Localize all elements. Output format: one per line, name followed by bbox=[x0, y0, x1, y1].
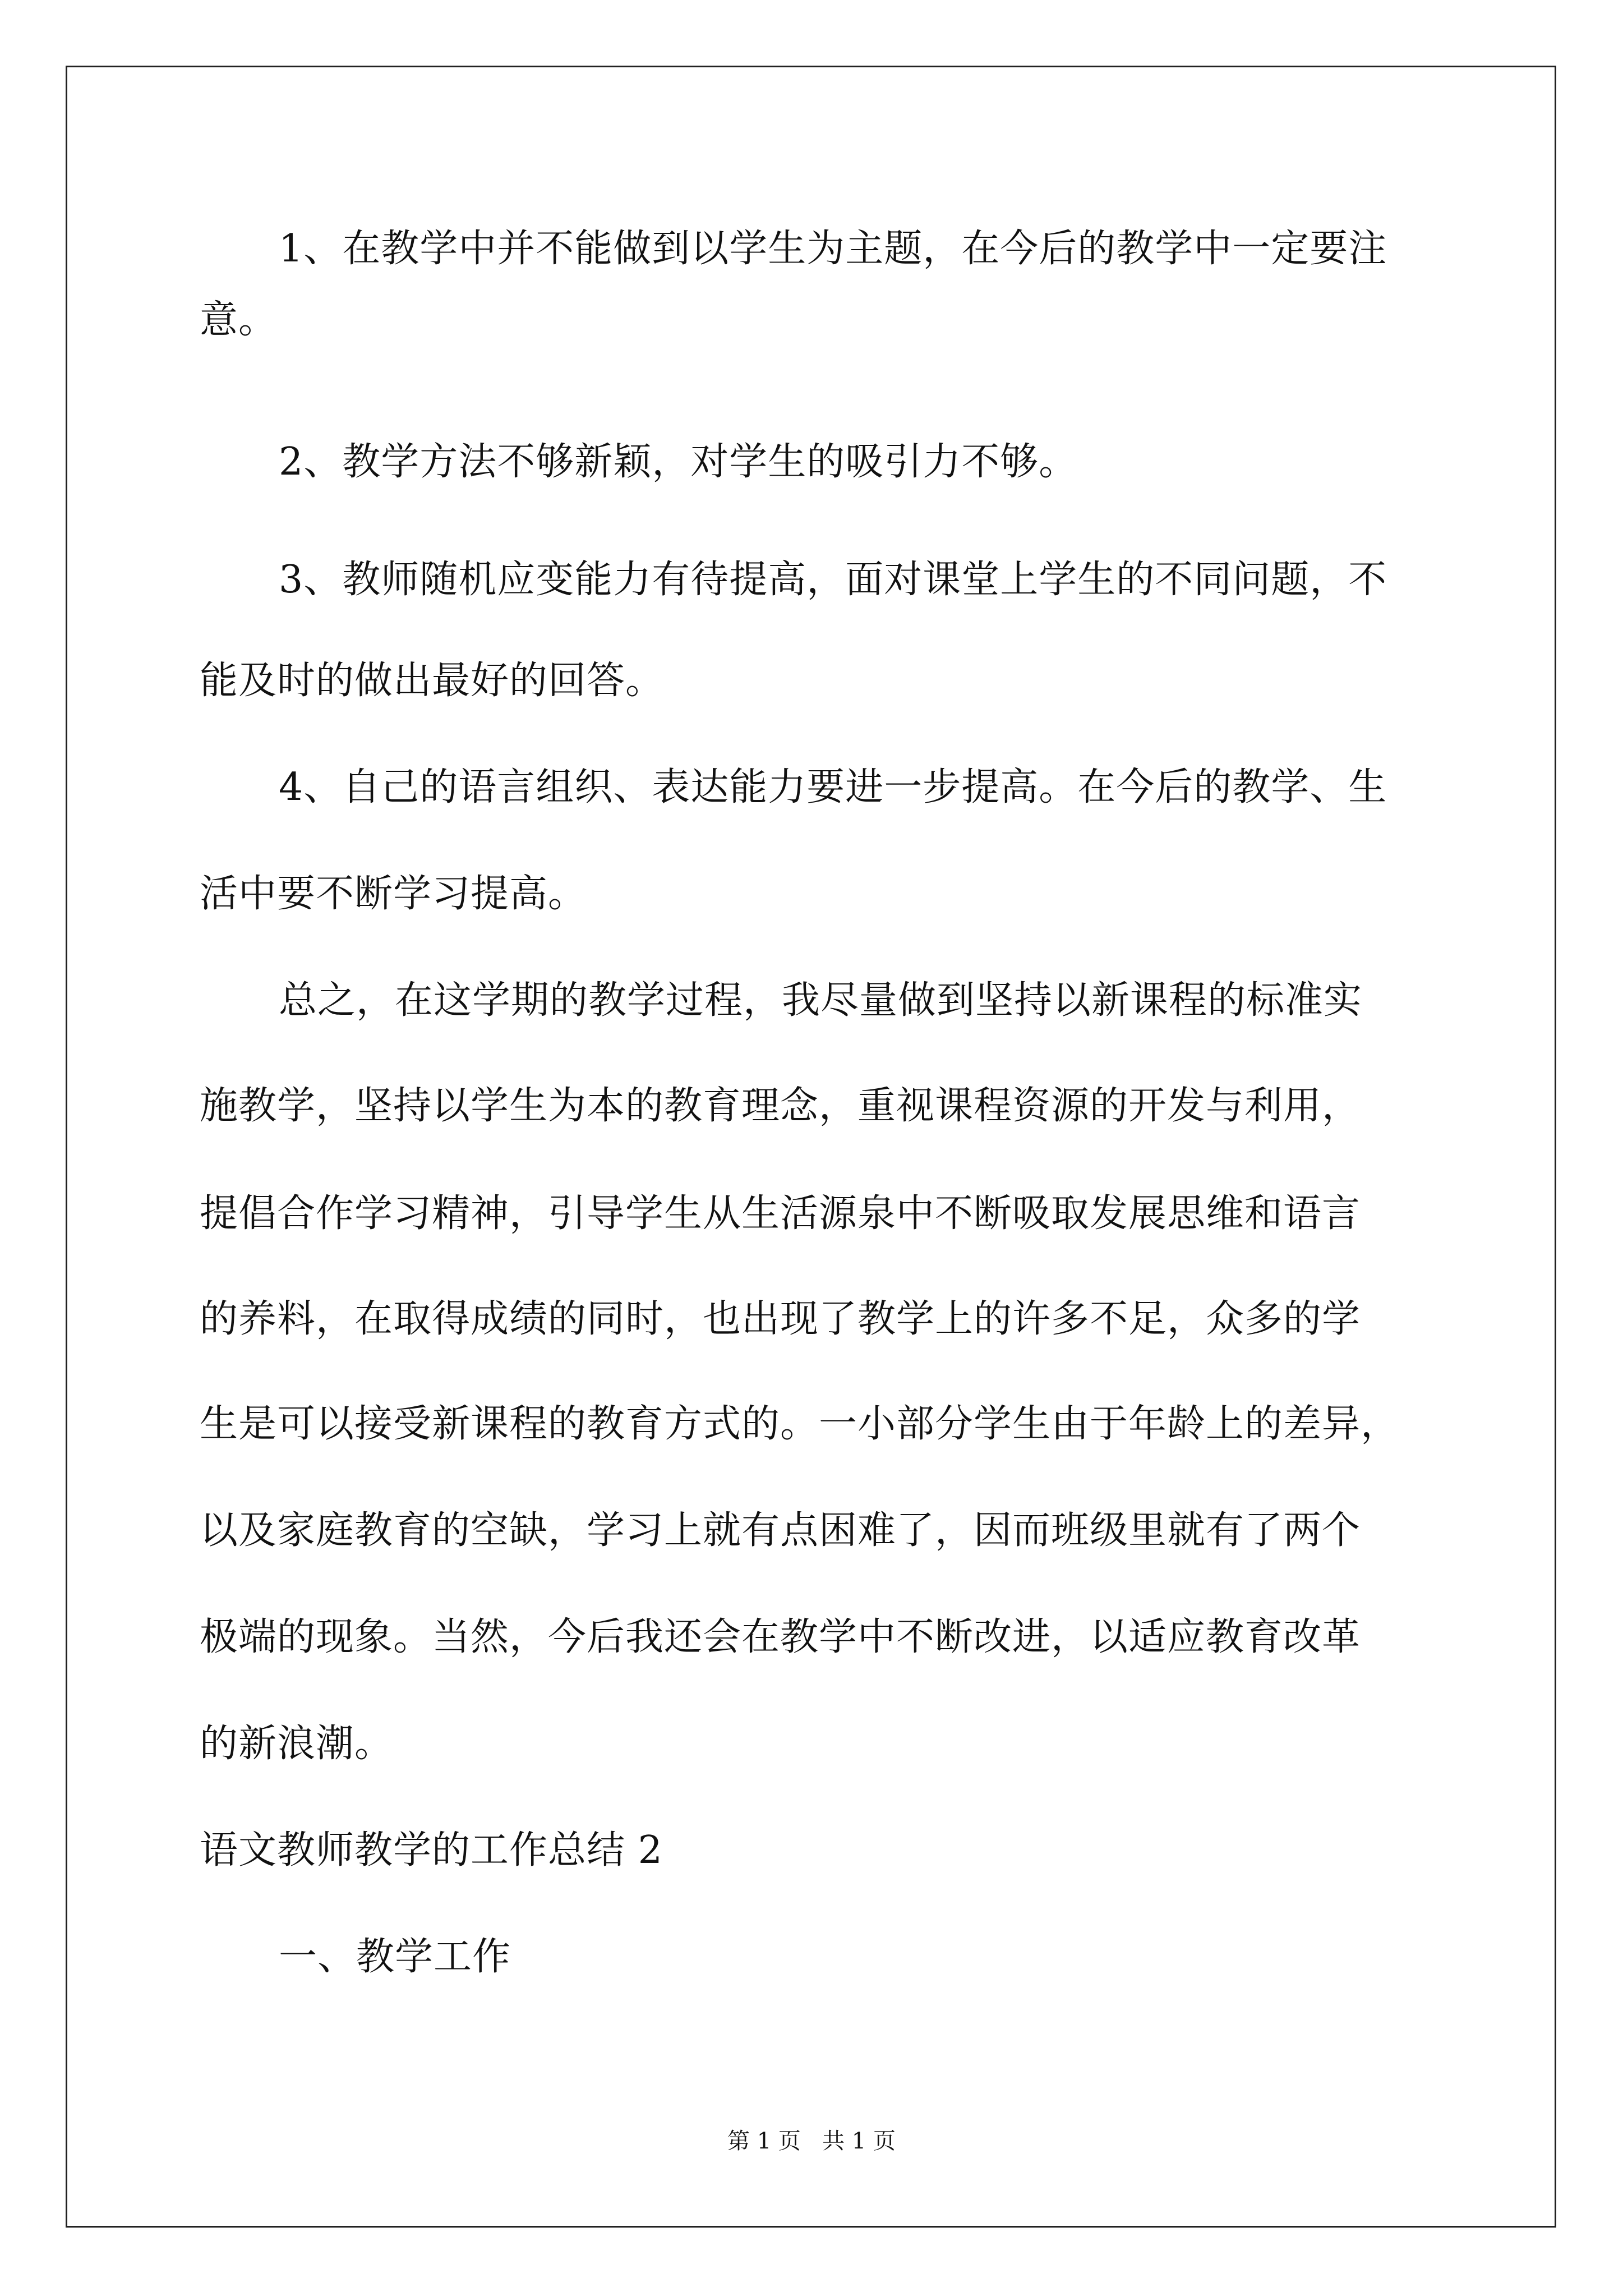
paragraph-5-line-4: 的养料，在取得成绩的同时，也出现了教学上的许多不足，众多的学 bbox=[200, 1297, 1361, 1341]
page-border bbox=[66, 66, 1556, 2228]
paragraph-2-line-1: 2、教学方法不够新颖，对学生的吸引力不够。 bbox=[279, 440, 1078, 484]
page-number-footer: 第 1 页 共 1 页 bbox=[727, 2128, 896, 2154]
paragraph-3-line-1: 3、教师随机应变能力有待提高，面对课堂上学生的不同问题，不 bbox=[279, 558, 1387, 602]
subheading: 一、教学工作 bbox=[279, 1935, 511, 1979]
paragraph-5-line-8: 的新浪潮。 bbox=[200, 1722, 394, 1766]
paragraph-1-line-1: 1、在教学中并不能做到以学生为主题，在今后的教学中一定要注 bbox=[279, 227, 1387, 271]
paragraph-4-line-2: 活中要不断学习提高。 bbox=[200, 872, 587, 916]
paragraph-5-line-5: 生是可以接受新课程的教育方式的。一小部分学生由于年龄上的差异， bbox=[200, 1402, 1400, 1446]
paragraph-5-line-7: 极端的现象。当然，今后我还会在教学中不断改进，以适应教育改革 bbox=[200, 1615, 1361, 1659]
paragraph-3-line-2: 能及时的做出最好的回答。 bbox=[200, 659, 665, 703]
paragraph-5-line-2: 施教学，坚持以学生为本的教育理念，重视课程资源的开发与利用， bbox=[200, 1084, 1361, 1128]
paragraph-5-line-1: 总之，在这学期的教学过程，我尽量做到坚持以新课程的标准实 bbox=[279, 978, 1363, 1023]
paragraph-5-line-6: 以及家庭教育的空缺，学习上就有点困难了，因而班级里就有了两个 bbox=[200, 1508, 1361, 1553]
paragraph-5-line-3: 提倡合作学习精神，引导学生从生活源泉中不断吸取发展思维和语言 bbox=[200, 1191, 1361, 1236]
section-heading: 语文教师教学的工作总结 2 bbox=[200, 1828, 663, 1872]
paragraph-1-line-2: 意。 bbox=[200, 298, 278, 342]
paragraph-4-line-1: 4、自己的语言组织、表达能力要进一步提高。在今后的教学、生 bbox=[279, 765, 1387, 809]
